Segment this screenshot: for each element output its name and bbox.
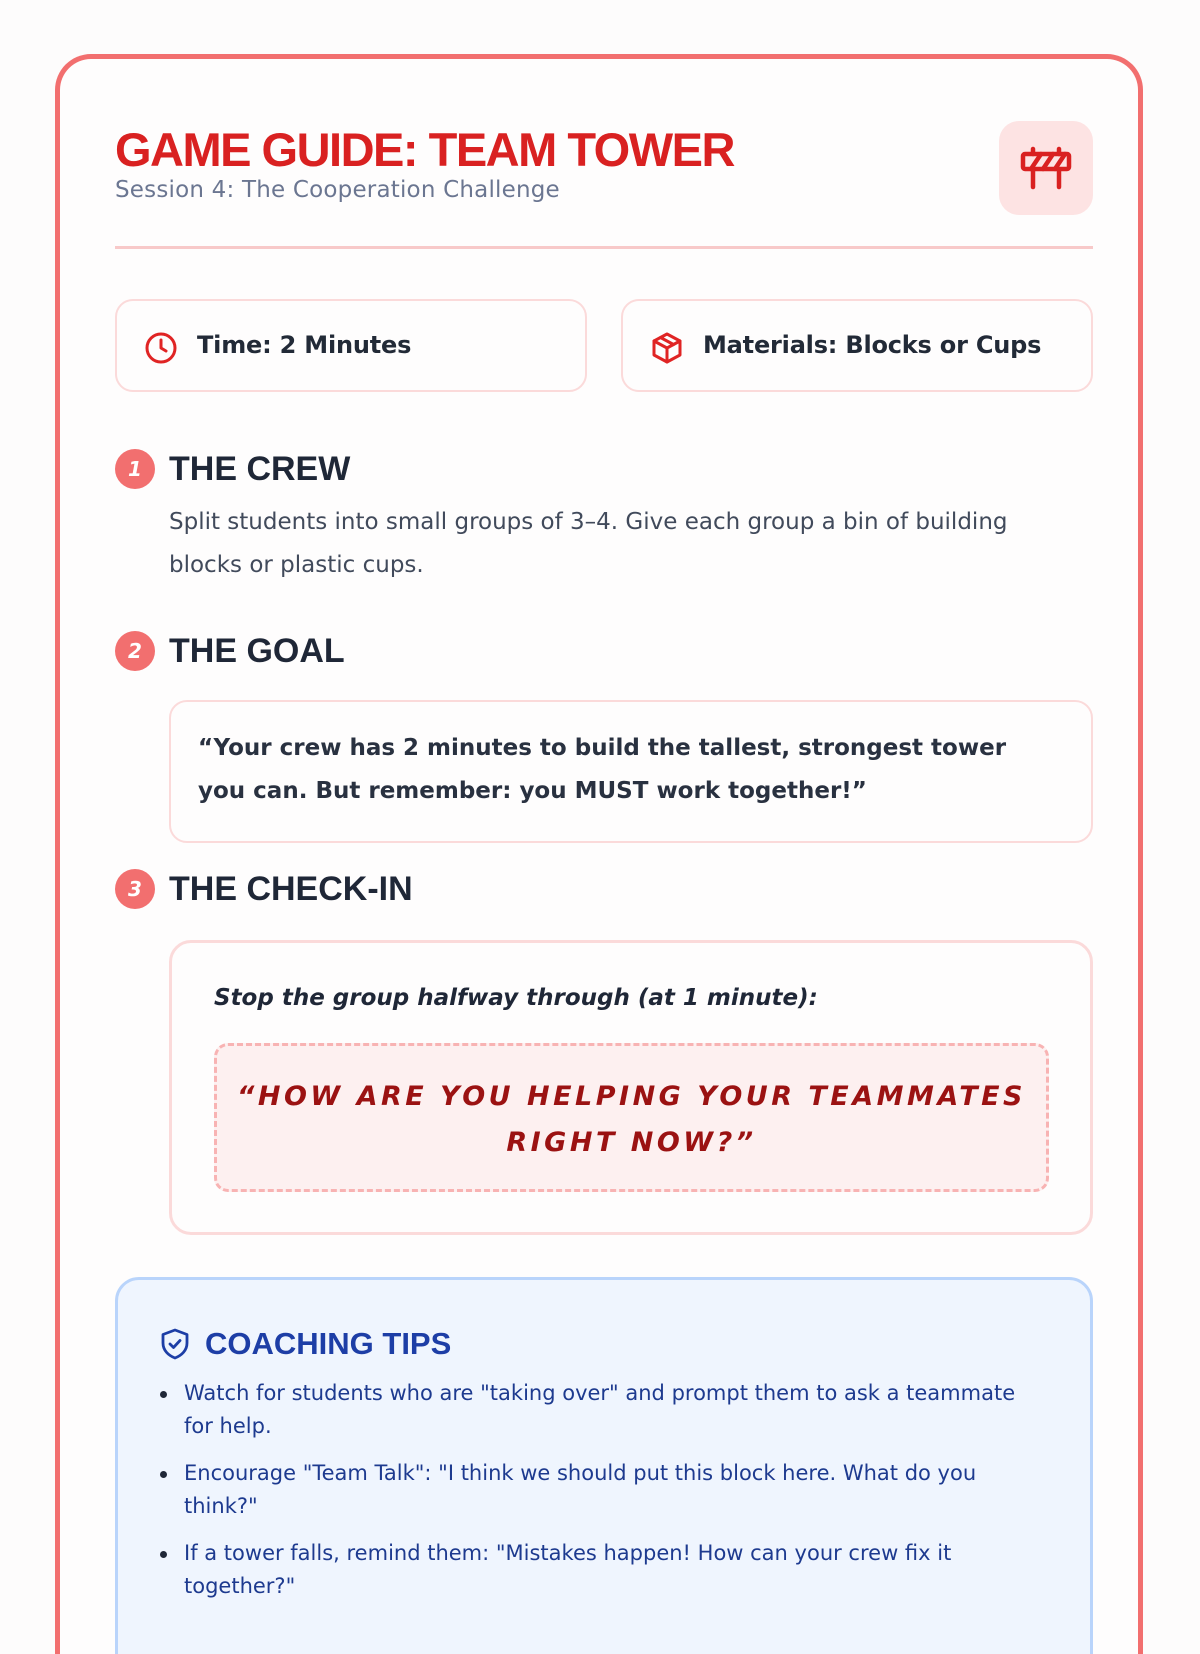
game-guide-card xyxy=(55,54,1143,1654)
guide-header xyxy=(115,121,1093,249)
check-in-question-box xyxy=(214,1043,1049,1192)
cube-icon xyxy=(650,331,684,365)
check-in-question: “HOW ARE YOU HELPING YOUR TEAMMATES RIGHT NOW?” xyxy=(236,1081,1027,1158)
time-label: Time: 2 Minutes xyxy=(197,331,412,359)
clock-icon xyxy=(144,331,178,365)
materials-label: Materials: Blocks or Cups xyxy=(703,331,1042,359)
page-subtitle: Session 4: The Cooperation Challenge xyxy=(115,177,560,203)
coaching-tip-item: Watch for students who are "taking over" and prompt them to ask a teammate for help. xyxy=(160,1377,1040,1443)
check-in-box xyxy=(169,940,1093,1235)
logo-badge xyxy=(999,121,1093,215)
step-1-title: THE CREW xyxy=(169,450,351,488)
step-3-title: THE CHECK-IN xyxy=(169,870,413,908)
shield-check-icon xyxy=(160,1328,190,1360)
coaching-tips-panel xyxy=(115,1277,1093,1654)
step-1-body: Split students into small groups of 3–4. Give each group a bin of building blocks or plastic cups. xyxy=(169,509,1008,578)
time-info-card xyxy=(115,299,587,392)
coaching-tip-item: If a tower falls, remind them: "Mistakes happen! How can your crew fix it together?" xyxy=(160,1537,1040,1603)
goal-script-box xyxy=(169,700,1093,843)
coaching-tip-item: Encourage "Team Talk": "I think we should put this block here. What do you think?" xyxy=(160,1457,1040,1523)
goal-script-text: “Your crew has 2 minutes to build the tallest, strongest tower you can. But remember: you MUST work together!” xyxy=(198,735,1007,804)
check-in-lead: Stop the group halfway through (at 1 minute): xyxy=(214,985,818,1011)
page-title: GAME GUIDE: TEAM TOWER xyxy=(115,123,734,176)
step-2-title: THE GOAL xyxy=(169,632,345,670)
materials-info-card xyxy=(621,299,1093,392)
step-3-number-badge: 3 xyxy=(115,869,155,909)
step-2-number-badge: 2 xyxy=(115,631,155,671)
coaching-tips-list xyxy=(160,1377,1040,1617)
step-1-number-badge: 1 xyxy=(115,449,155,489)
coaching-tips-title: COACHING TIPS xyxy=(205,1326,452,1361)
road-barrier-icon xyxy=(1019,145,1073,191)
